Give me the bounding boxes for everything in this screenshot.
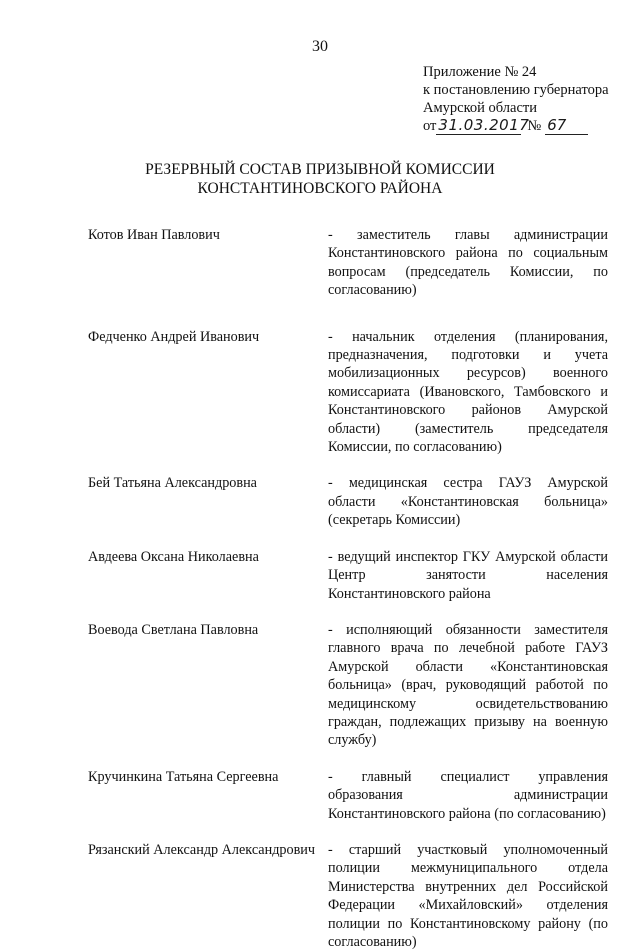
member-name: Бей Татьяна Александровна [88,475,257,492]
member-row [88,328,608,457]
member-row [88,474,608,529]
member-row [88,768,608,823]
page-number: 30 [312,38,328,55]
date-prefix: от [423,118,437,134]
member-name: Кручинкина Татьяна Сергеевна [88,768,279,785]
title-line-1: РЕЗЕРВНЫЙ СОСТАВ ПРИЗЫВНОЙ КОМИССИИ [145,161,495,178]
member-name: Авдеева Оксана Николаевна [88,548,259,565]
member-name: Воевода Светлана Павловна [88,621,259,638]
member-row [88,841,608,951]
member-row [88,548,608,603]
number-sign: № [527,118,542,134]
appendix-resolution: к постановлению губернатора [423,82,609,98]
member-role: - старший участковый уполномоченный полиции межмуниципального отдела Министерства внутренних дел Российской Федерации «Михайловский» отделения полиции по Константиновскому району (по согласованию) [328,841,608,950]
member-role: - главный специалист управления образования администрации Константиновского района (по согласованию) [328,768,608,822]
member-role: - ведущий инспектор ГКУ Амурской области Центр занятости населения Константиновского района [328,548,608,602]
member-name: Федченко Андрей Иванович [88,328,260,345]
member-role: - заместитель главы администрации Константиновского района по социальным вопросам (председатель Комиссии, по согласованию) [328,227,608,299]
appendix-region: Амурской области [423,100,537,116]
handwritten-date: 31.03.2017 [438,116,530,134]
member-role: - начальник отделения (планирования, предназначения, подготовки и учета мобилизационных ресурсов) военного комиссариата (Ивановского, Тамбовского и Константиновского районов Амурской области) (заместитель председателя Комиссии, по согласованию) [328,328,608,456]
appendix-block [423,63,628,135]
member-role: - исполняющий обязанности заместителя главного врача по лечебной работе ГАУЗ Амурской области «Константиновская больница» (врач, руководящий работой по медицинскому освидетельствованию граждан, подлежащих призыву на военную службу) [328,621,608,749]
member-row [88,226,608,300]
document-title [0,160,640,198]
appendix-date-row [423,117,628,135]
member-row [88,621,608,750]
member-role: - медицинская сестра ГАУЗ Амурской области «Константиновская больница» (секретарь Комиссии) [328,475,608,529]
appendix-number: Приложение № 24 [423,64,537,80]
title-line-2: КОНСТАНТИНОВСКОГО РАЙОНА [197,180,443,197]
handwritten-number: 67 [545,117,588,135]
member-name: Рязанский Александр Александрович [88,841,316,858]
members-list [88,226,608,951]
member-name: Котов Иван Павлович [88,227,220,243]
